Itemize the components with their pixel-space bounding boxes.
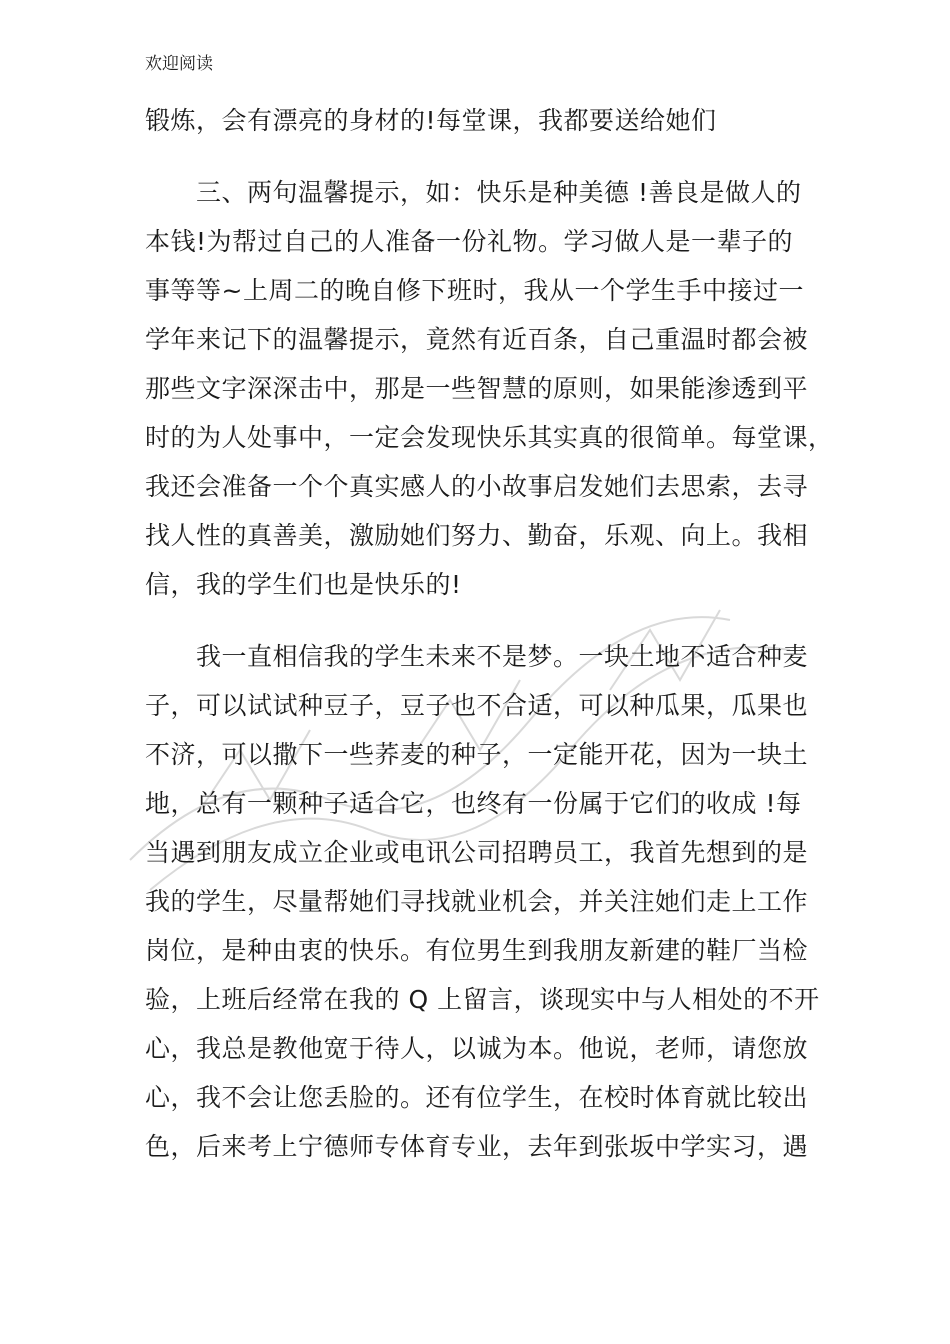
text-line: 心，我不会让您丢脸的。还有位学生，在校时体育就比较出	[145, 1083, 809, 1112]
text-line: 锻炼，会有漂亮的身材的!每堂课，我都要送给她们	[145, 106, 717, 135]
text-line: 我的学生，尽量帮她们寻找就业机会，并关注她们走上工作	[145, 887, 809, 916]
text-line: 我还会准备一个个真实感人的小故事启发她们去思索，去寻	[145, 472, 809, 501]
text-line: 事等等~上周二的晚自修下班时，我从一个学生手中接过一	[145, 276, 804, 305]
text-line: 心，我总是教他宽于待人，以诚为本。他说，老师，请您放	[145, 1034, 809, 1063]
text-line: 本钱!为帮过自己的人准备一份礼物。学习做人是一辈子的	[145, 227, 794, 256]
text-line: 地，总有一颗种子适合它，也终有一份属于它们的收成 !每	[145, 789, 802, 818]
text-line: 学年来记下的温馨提示，竟然有近百条，自己重温时都会被	[145, 325, 809, 354]
paragraph-3	[145, 632, 820, 1171]
text-line: 当遇到朋友成立企业或电讯公司招聘员工，我首先想到的是	[145, 838, 809, 867]
text-line: 验，上班后经常在我的 Q 上留言，谈现实中与人相处的不开	[145, 985, 820, 1014]
body-text	[145, 96, 834, 1171]
text-line: 找人性的真善美，激励她们努力、勤奋，乐观、向上。我相	[145, 521, 809, 550]
text-line: 信，我的学生们也是快乐的!	[145, 570, 462, 599]
text-line: 那些文字深深击中，那是一些智慧的原则，如果能渗透到平	[145, 374, 809, 403]
text-line: 子，可以试试种豆子，豆子也不合适，可以种瓜果，瓜果也	[145, 691, 809, 720]
text-line: 不济，可以撒下一些荞麦的种子，一定能开花，因为一块土	[145, 740, 809, 769]
text-line: 岗位，是种由衷的快乐。有位男生到我朋友新建的鞋厂当检	[145, 936, 809, 965]
text-line: 时的为人处事中，一定会发现快乐其实真的很简单。每堂课，	[145, 423, 834, 452]
text-line: 色，后来考上宁德师专体育专业，去年到张坂中学实习，遇	[145, 1132, 809, 1161]
text-line: 三、两句温馨提示，如：快乐是种美德 !善良是做人的	[145, 178, 802, 207]
paragraph-1	[145, 96, 807, 145]
page-header: 欢迎阅读	[145, 54, 213, 74]
text-line: 我一直相信我的学生未来不是梦。一块土地不适合种麦	[145, 642, 809, 671]
paragraph-2	[145, 168, 834, 609]
